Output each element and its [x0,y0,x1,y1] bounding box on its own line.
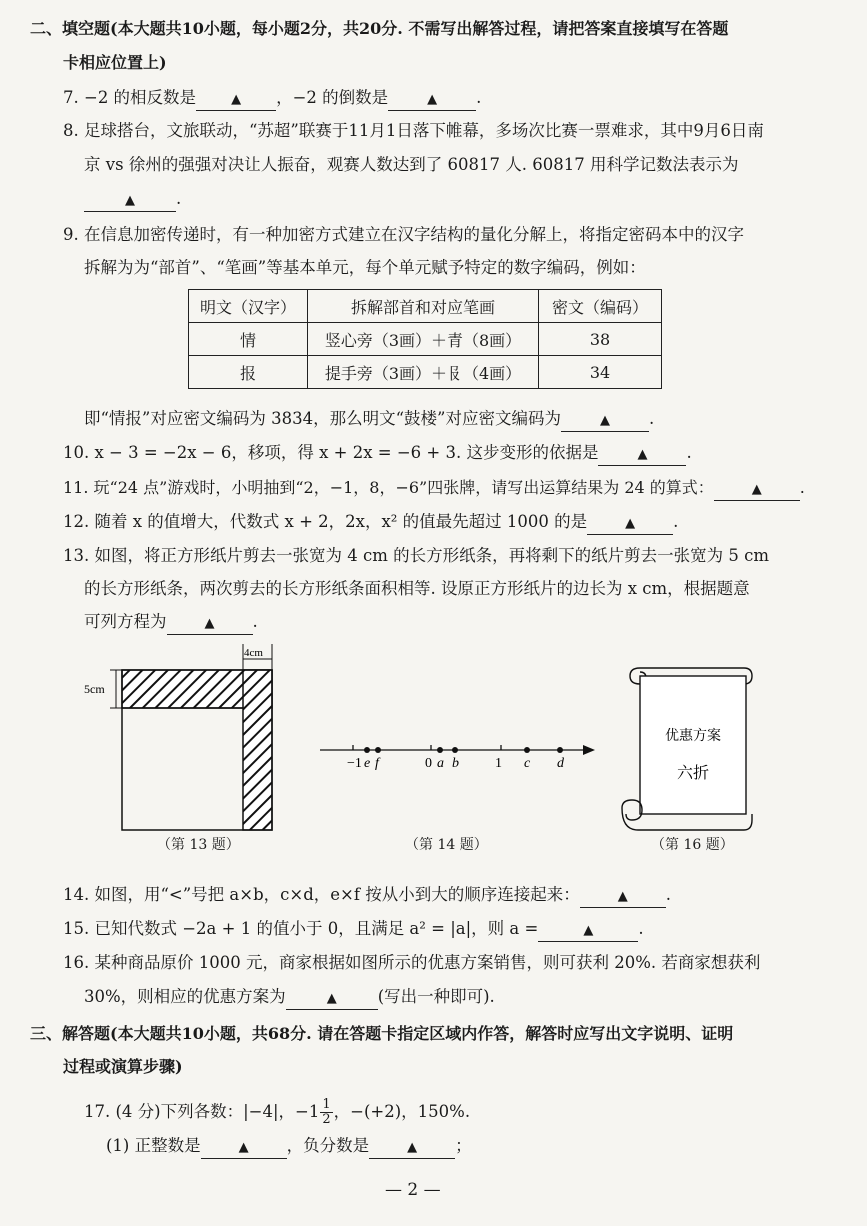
question-13-line3: 可列方程为 ▲ . [84,611,258,635]
scroll-title: 优惠方案 [665,728,721,744]
answer-blank[interactable] [286,987,378,1010]
answer-blank[interactable] [369,1136,455,1159]
caption-fig13: （第 13 题） [157,837,240,853]
table-cell: 竖心旁（3画）＋青（8画） [308,323,539,356]
answer-blank[interactable] [196,88,276,111]
fraction: $\frac{1}{2}$ [322,1097,331,1127]
answer-blank[interactable] [587,512,673,535]
answer-blank[interactable] [167,612,253,635]
point-f [375,747,381,753]
section3-heading-line2: 过程或演算步骤) [63,1057,183,1076]
point-label: a [437,756,444,771]
tick-label: −1 [347,756,362,771]
section3-heading-line1: 三、解答题(本大题共10小题，共68分. 请在答题卡指定区域内作答，解答时应写出文字说明、证明 [30,1024,734,1043]
question-9-line2: 拆解为为“部首”、“笔画”等基本单元，每个单元赋予特定的数字编码，例如： [84,258,646,277]
question-16-line2: 30%，则相应的优惠方案为 ▲ (写出一种即可). [84,986,495,1010]
triangle-marker-icon: ▲ [751,482,762,497]
table-header: 密文（编码） [539,290,662,323]
question-10: 10. x − 3 = −2x − 6，移项，得 x + 2x = −6 + 3. 这步变形的依据是 ▲ . [63,442,692,466]
question-13-line2: 的长方形纸条，两次剪去的长方形纸条面积相等. 设原正方形纸片的边长为 x cm，根据题意 [84,579,750,598]
question-11: 11. 玩“24 点”游戏时，小明抽到“2，−1，8，−6”四张牌，请写出运算结果为 24 的算式： ▲ . [63,477,805,501]
hatched-strip-right [243,670,272,830]
triangle-marker-icon: ▲ [617,889,628,904]
point-label: c [524,756,531,771]
table-cell: 提手旁（3画）＋𠬝（4画） [308,356,539,389]
question-8-line1: 8. 足球搭台，文旅联动，“苏超”联赛于11月1日落下帷幕，多场次比赛一票难求，其中9月6日南 [63,121,764,140]
point-a [437,747,443,753]
triangle-marker-icon: ▲ [326,991,337,1006]
point-d [557,747,563,753]
caption-fig14: （第 14 题） [405,837,488,853]
figure-14-number-line [315,730,600,775]
table-cell: 38 [539,323,662,356]
triangle-marker-icon: ▲ [238,1140,249,1155]
table-header-row [189,290,662,323]
table-cell: 报 [189,356,308,389]
point-label: e [364,756,371,771]
arrow-right-icon [583,745,595,755]
answer-blank[interactable] [561,409,649,432]
question-14: 14. 如图，用“<”号把 a×b，c×d，e×f 按从小到大的顺序连接起来： ▲ . [63,884,671,908]
point-b [452,747,458,753]
question-8-line3: ▲ . [84,188,181,212]
label-4cm: 4cm [244,647,263,659]
figure-16-scroll [612,660,762,835]
tick-label: 1 [495,756,502,771]
question-9-line3: 即“情报”对应密文编码为 3834，那么明文“鼓楼”对应密文编码为 ▲ . [84,408,654,432]
triangle-marker-icon: ▲ [637,447,648,462]
triangle-marker-icon: ▲ [427,92,438,107]
section2-heading-line1: 二、填空题(本大题共10小题，每小题2分，共20分. 不需写出解答过程，请把答案直接填写在答题 [30,19,729,38]
answer-blank[interactable] [714,478,800,501]
point-c [524,747,530,753]
table-cell: 情 [189,323,308,356]
table-row [189,356,662,389]
answer-blank[interactable] [598,443,686,466]
triangle-marker-icon: ▲ [407,1140,418,1155]
answer-blank[interactable] [84,189,176,212]
table-cell: 34 [539,356,662,389]
question-17-intro: 17. (4 分)下列各数：|−4|，−1 $\frac{1}{2}$ ，−(+2)，150%. [84,1097,471,1127]
section2-heading-line2: 卡相应位置上) [63,53,167,72]
table-header: 拆解部首和对应笔画 [308,290,539,323]
scroll-curl-icon [622,800,642,820]
page-number: — 2 — [385,1180,441,1200]
cipher-table [188,289,662,389]
triangle-marker-icon: ▲ [599,413,610,428]
point-e [364,747,370,753]
figure-13 [80,642,290,837]
point-label: d [557,756,564,771]
point-label: f [375,756,379,771]
question-17-part1: (1) 正整数是 ▲ ，负分数是 ▲ ； [106,1135,472,1159]
triangle-marker-icon: ▲ [125,193,135,208]
caption-fig16: （第 16 题） [651,837,734,853]
triangle-marker-icon: ▲ [204,616,215,631]
table-row [189,323,662,356]
label-5cm: 5cm [84,682,105,696]
point-label: b [452,756,459,771]
triangle-marker-icon: ▲ [583,923,594,938]
tick-label: 0 [425,756,432,771]
scroll-discount: 六折 [676,763,710,782]
question-7: 7. −2 的相反数是 ▲ ，−2 的倒数是 ▲ . [63,87,481,111]
question-8-line2: 京 vs 徐州的强强对决让人振奋，观赛人数达到了 60817 人. 60817 用科学记数法表示为 [84,155,739,174]
question-12: 12. 随着 x 的值增大，代数式 x + 2，2x，x² 的值最先超过 1000 的是 ▲ . [63,511,678,535]
table-header: 明文（汉字） [189,290,308,323]
question-9-line1: 9. 在信息加密传递时，有一种加密方式建立在汉字结构的量化分解上，将指定密码本中的汉字 [63,225,744,244]
question-15: 15. 已知代数式 −2a + 1 的值小于 0，且满足 a² = |a|，则 a = ▲ . [63,918,644,942]
answer-blank[interactable] [388,88,476,111]
answer-blank[interactable] [201,1136,287,1159]
answer-blank[interactable] [580,885,666,908]
answer-blank[interactable] [538,919,638,942]
triangle-marker-icon: ▲ [625,516,636,531]
question-13-line1: 13. 如图，将正方形纸片剪去一张宽为 4 cm 的长方形纸条，再将剩下的纸片剪去一张宽为 5 cm [63,546,769,565]
question-16-line1: 16. 某种商品原价 1000 元，商家根据如图所示的优惠方案销售，则可获利 20%. 若商家想获利 [63,953,761,972]
triangle-marker-icon: ▲ [231,92,242,107]
